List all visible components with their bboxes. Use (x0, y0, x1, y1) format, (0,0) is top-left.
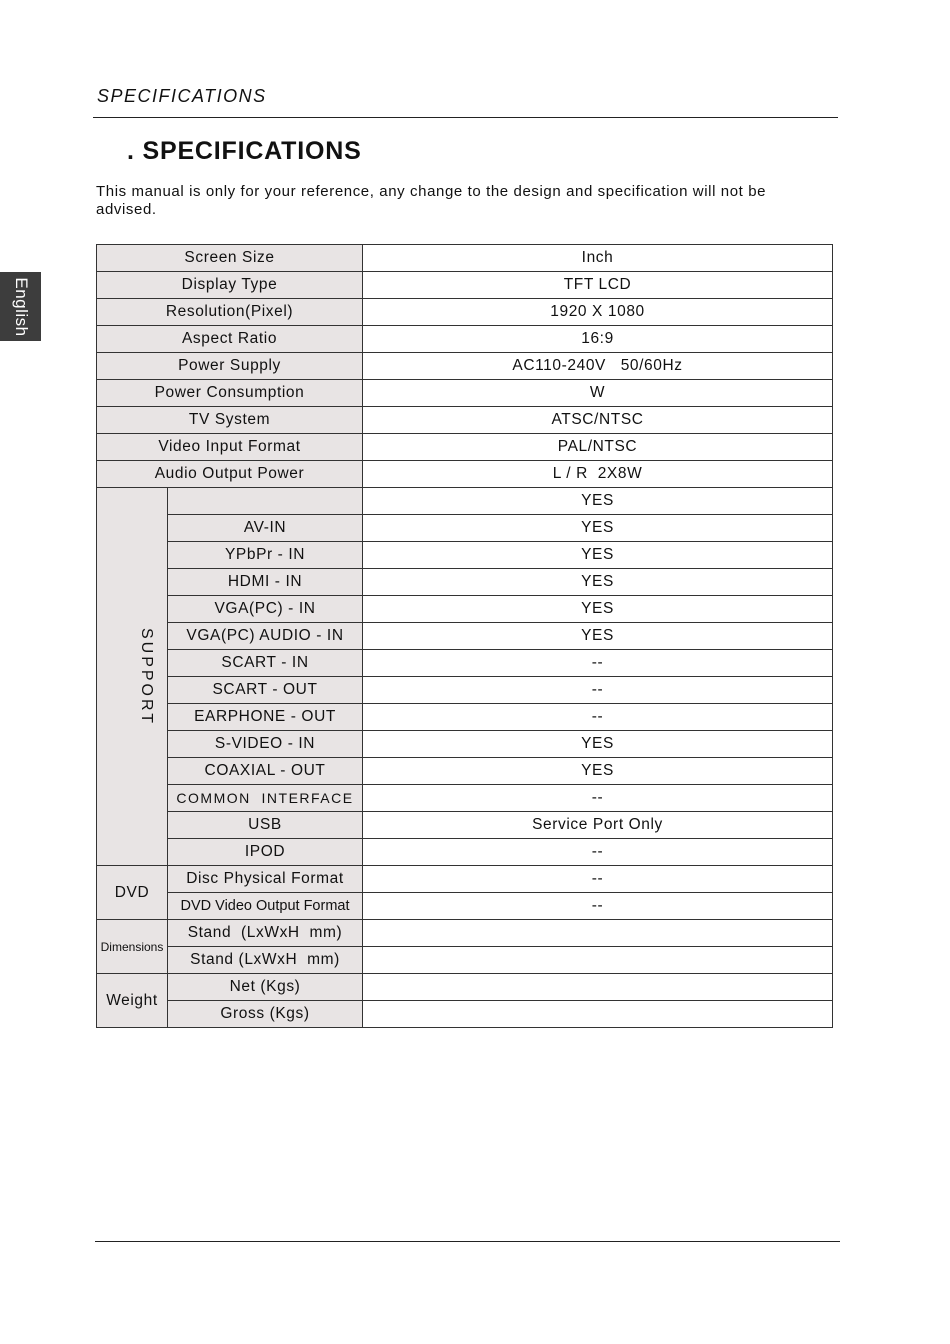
header-divider (93, 117, 838, 118)
language-tab-label: English (11, 276, 31, 337)
support-value: -- (363, 704, 833, 731)
spec-label-resolution: Resolution(Pixel) (97, 299, 363, 326)
table-row (97, 326, 833, 353)
table-row (97, 974, 833, 1001)
table-row (97, 515, 833, 542)
table-row (97, 434, 833, 461)
support-group-label: SUPPORT (138, 627, 156, 726)
support-value: YES (363, 488, 833, 515)
spec-value-display-type: TFT LCD (363, 272, 833, 299)
support-label: SCART - IN (168, 650, 363, 677)
dimensions-value (363, 947, 833, 974)
table-row (97, 380, 833, 407)
support-value: YES (363, 542, 833, 569)
support-value: YES (363, 731, 833, 758)
table-row (97, 893, 833, 920)
support-value: YES (363, 758, 833, 785)
table-row (97, 1001, 833, 1028)
support-value: -- (363, 839, 833, 866)
spec-label-power-consumption: Power Consumption (97, 380, 363, 407)
support-label: VGA(PC) AUDIO - IN (168, 623, 363, 650)
table-row (97, 812, 833, 839)
dvd-value: -- (363, 866, 833, 893)
language-tab (0, 272, 41, 341)
support-label: SCART - OUT (168, 677, 363, 704)
specifications-table (96, 244, 833, 1028)
weight-value (363, 974, 833, 1001)
table-row (97, 245, 833, 272)
support-label: EARPHONE - OUT (168, 704, 363, 731)
weight-label: Net (Kgs) (168, 974, 363, 1001)
spec-label-power-supply: Power Supply (97, 353, 363, 380)
support-label: HDMI - IN (168, 569, 363, 596)
dimensions-label: Stand (LxWxH mm) (168, 920, 363, 947)
table-row (97, 785, 833, 812)
support-value: YES (363, 623, 833, 650)
dimensions-value (363, 920, 833, 947)
table-row (97, 839, 833, 866)
table-row (97, 704, 833, 731)
footer-divider (95, 1241, 840, 1242)
support-label (168, 488, 363, 515)
table-row (97, 596, 833, 623)
spec-label-tv-system: TV System (97, 407, 363, 434)
support-label: AV-IN (168, 515, 363, 542)
section-title: . SPECIFICATIONS (127, 137, 362, 165)
spec-label-aspect-ratio: Aspect Ratio (97, 326, 363, 353)
spec-label-screen-size: Screen Size (97, 245, 363, 272)
support-label: S-VIDEO - IN (168, 731, 363, 758)
dimensions-label: Stand (LxWxH mm) (168, 947, 363, 974)
table-row (97, 731, 833, 758)
dvd-label: Disc Physical Format (168, 866, 363, 893)
table-row (97, 488, 833, 515)
dvd-group-label: DVD (97, 866, 168, 920)
support-value: -- (363, 677, 833, 704)
spec-label-audio-output-power: Audio Output Power (97, 461, 363, 488)
table-row (97, 272, 833, 299)
weight-label: Gross (Kgs) (168, 1001, 363, 1028)
table-row (97, 461, 833, 488)
spec-value-resolution: 1920 X 1080 (363, 299, 833, 326)
dvd-label: DVD Video Output Format (168, 893, 363, 920)
support-value: -- (363, 650, 833, 677)
spec-value-video-input-format: PAL/NTSC (363, 434, 833, 461)
support-label: YPbPr - IN (168, 542, 363, 569)
page-header-title: SPECIFICATIONS (97, 86, 267, 106)
support-label: COMMON INTERFACE (168, 785, 363, 812)
support-value: -- (363, 785, 833, 812)
table-row (97, 542, 833, 569)
table-row (97, 299, 833, 326)
support-label: VGA(PC) - IN (168, 596, 363, 623)
support-label: IPOD (168, 839, 363, 866)
spec-label-display-type: Display Type (97, 272, 363, 299)
table-row (97, 947, 833, 974)
support-label: USB (168, 812, 363, 839)
table-row (97, 758, 833, 785)
support-value: YES (363, 596, 833, 623)
support-value: YES (363, 569, 833, 596)
support-label: COAXIAL - OUT (168, 758, 363, 785)
weight-value (363, 1001, 833, 1028)
table-row (97, 623, 833, 650)
spec-value-audio-output-power: L / R 2X8W (363, 461, 833, 488)
support-value: YES (363, 515, 833, 542)
table-row (97, 677, 833, 704)
support-value: Service Port Only (363, 812, 833, 839)
support-group-cell (97, 488, 168, 866)
table-row (97, 650, 833, 677)
spec-value-aspect-ratio: 16:9 (363, 326, 833, 353)
spec-value-power-consumption: W (363, 380, 833, 407)
spec-value-tv-system: ATSC/NTSC (363, 407, 833, 434)
table-row (97, 353, 833, 380)
weight-group-label: Weight (97, 974, 168, 1028)
dimensions-group-label: Dimensions (97, 920, 168, 974)
dvd-value: -- (363, 893, 833, 920)
spec-label-video-input-format: Video Input Format (97, 434, 363, 461)
spec-value-power-supply: AC110-240V 50/60Hz (363, 353, 833, 380)
spec-value-screen-size: Inch (363, 245, 833, 272)
table-row (97, 920, 833, 947)
table-row (97, 407, 833, 434)
intro-text: This manual is only for your reference, any change to the design and specification will not be advised. (96, 183, 767, 218)
table-row (97, 866, 833, 893)
table-row (97, 569, 833, 596)
